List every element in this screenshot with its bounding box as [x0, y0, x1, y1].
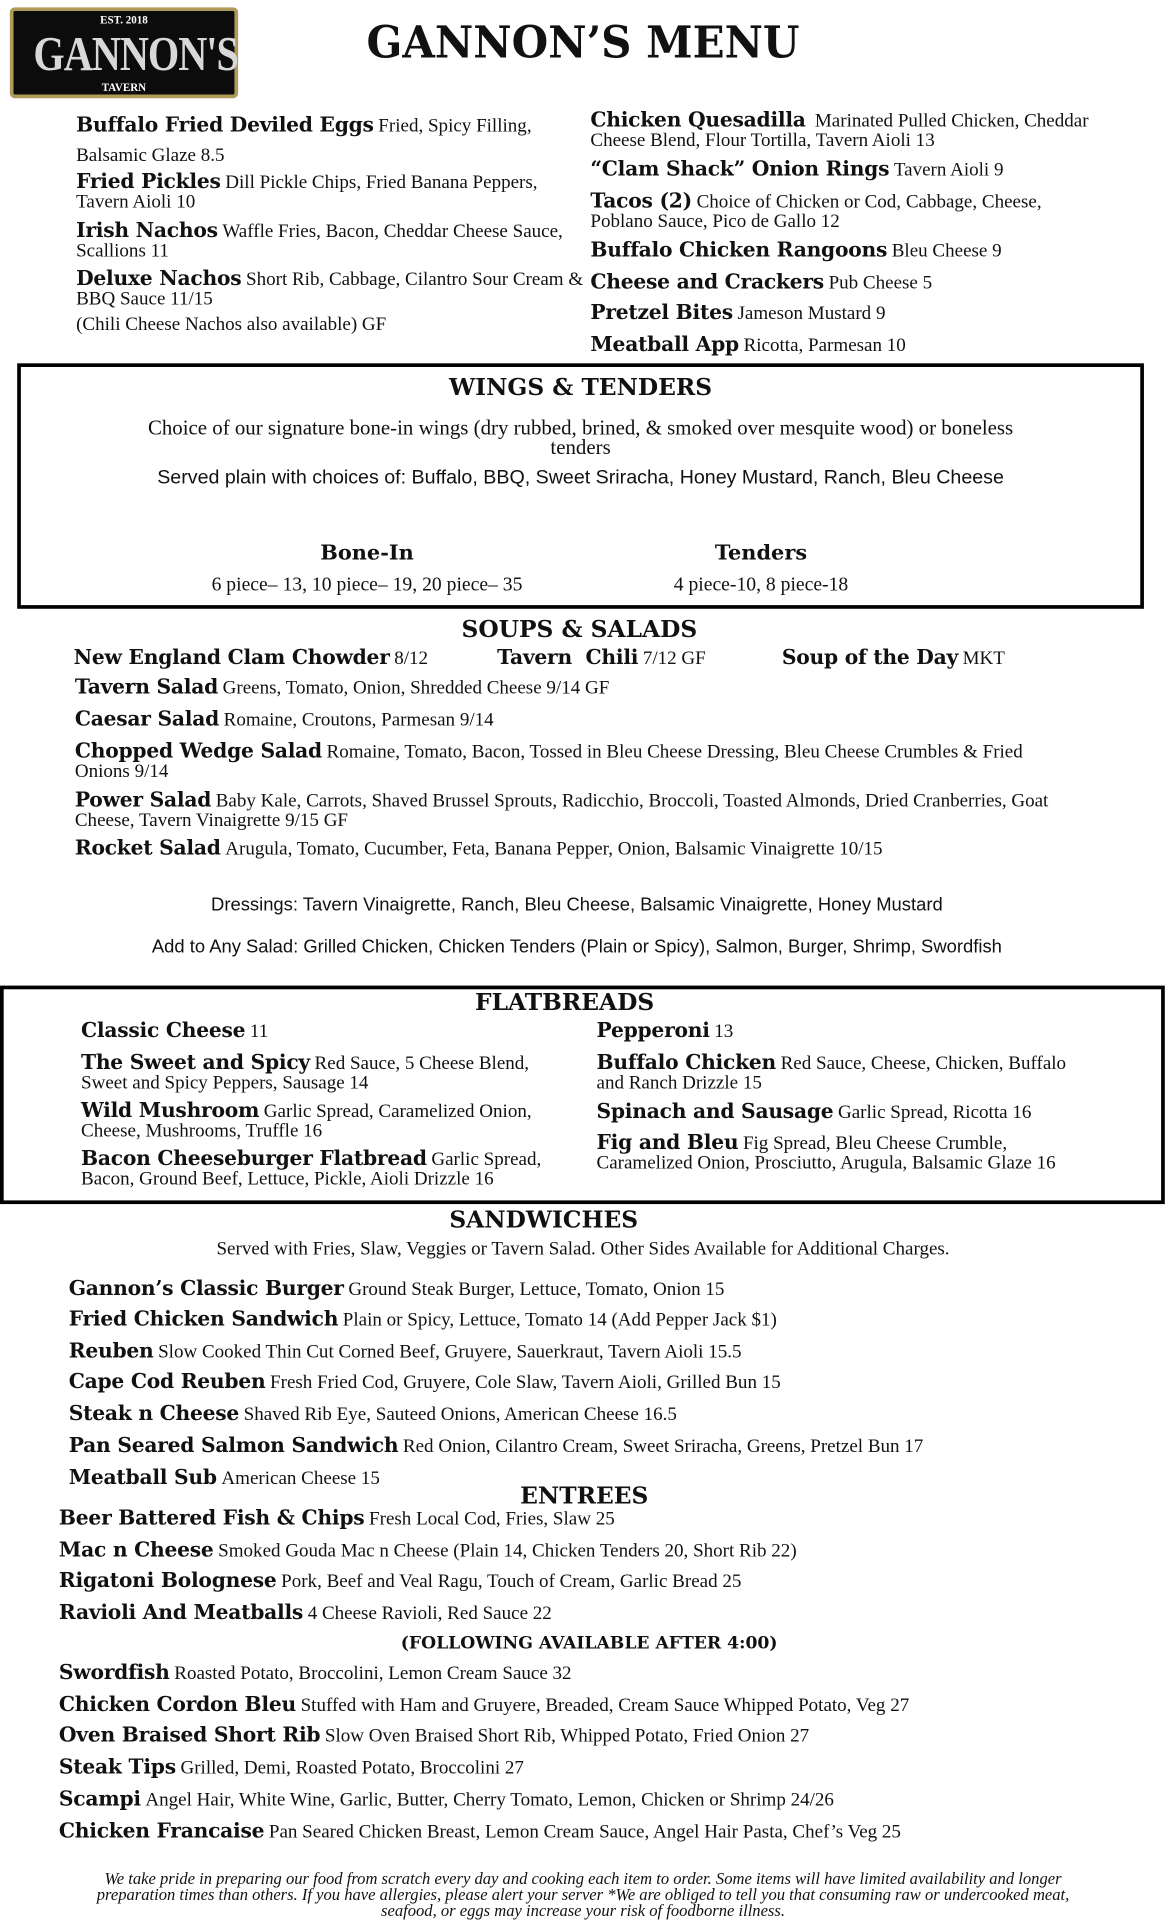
- menu-item: Soup of the Day MKT: [781, 645, 1005, 669]
- menu-item: Cheese and Crackers Pub Cheese 5: [590, 270, 933, 294]
- menu-item: Fried Pickles Dill Pickle Chips, Fried Banana Peppers, Tavern Aioli 10: [76, 169, 538, 213]
- footer-disclaimer: We take pride in preparing our food from scratch every day and cooking each item to order. Some items will have limited availability and longer preparation times than others. If you have allergies, please alert your server *We are obliged to tell you that consuming raw or undercooked meat, seafood, or eggs may increase your risk of foodborne illness.: [96, 1869, 1070, 1920]
- menu-item: Chicken Francaise Pan Seared Chicken Breast, Lemon Cream Sauce, Angel Hair Pasta, Chef’s Veg 25: [58, 1819, 901, 1843]
- tenders-prices: 4 piece-10, 8 piece-18: [673, 574, 849, 596]
- menu-item: Beer Battered Fish & Chips Fresh Local Cod, Fries, Slaw 25: [58, 1506, 615, 1530]
- menu-item: Power Salad Baby Kale, Carrots, Shaved Brussel Sprouts, Radicchio, Broccoli, Toasted Almonds, Dried Cranberries, Goat Cheese, Tavern Vinaigrette 9/15 GF: [74, 787, 1049, 831]
- bone-in-prices: 6 piece– 13, 10 piece– 19, 20 piece– 35: [211, 574, 523, 596]
- menu-item: Classic Cheese 11: [81, 1018, 269, 1043]
- sandwiches-subtitle: Served with Fries, Slaw, Veggies or Tavern Salad. Other Sides Available for Additional Charges.: [216, 1238, 950, 1260]
- menu-item: Cape Cod Reuben Fresh Fried Cod, Gruyere, Cole Slaw, Tavern Aioli, Grilled Bun 15: [68, 1369, 781, 1394]
- menu-item: New England Clam Chowder 8/12: [73, 645, 429, 669]
- menu-item: Scampi Angel Hair, White Wine, Garlic, Butter, Cherry Tomato, Lemon, Chicken or Shrimp 24/26: [58, 1787, 834, 1811]
- menu-item: Fried Chicken Sandwich Plain or Spicy, Lettuce, Tomato 14 (Add Pepper Jack $1): [68, 1307, 777, 1331]
- menu-item: Fig and Bleu Fig Spread, Bleu Cheese Crumble, Caramelized Onion, Prosciutto, Arugula, Balsamic Glaze 16: [596, 1130, 1056, 1174]
- menu-item: Wild Mushroom Garlic Spread, Caramelized Onion, Cheese, Mushrooms, Truffle 16: [81, 1098, 532, 1142]
- menu-item: Irish Nachos Waffle Fries, Bacon, Cheddar Cheese Sauce, Scallions 11: [76, 218, 563, 262]
- menu-item: Steak n Cheese Shaved Rib Eye, Sauteed Onions, American Cheese 16.5: [68, 1401, 677, 1426]
- menu-item: Buffalo Chicken Rangoons Bleu Cheese 9: [590, 238, 1002, 262]
- menu-item: Mac n Cheese Smoked Gouda Mac n Cheese (Plain 14, Chicken Tenders 20, Short Rib 22): [58, 1537, 797, 1562]
- logo-sub: TAVERN: [101, 81, 147, 94]
- menu-item: The Sweet and Spicy Red Sauce, 5 Cheese Blend, Sweet and Spicy Peppers, Sausage 14: [81, 1050, 530, 1094]
- menu-item: Caesar Salad Romaine, Croutons, Parmesan 9/14: [74, 706, 494, 731]
- gannons-tavern-logo: [10, 7, 238, 98]
- menu-item: Buffalo Fried Deviled Eggs Fried, Spicy Filling, Balsamic Glaze 8.5: [76, 112, 532, 166]
- menu-item: Rocket Salad Arugula, Tomato, Cucumber, Feta, Banana Pepper, Onion, Balsamic Vinaigrette 10/15: [74, 835, 883, 860]
- section-title: WINGS & TENDERS: [448, 374, 713, 402]
- menu-item: Ravioli And Meatballs 4 Cheese Ravioli, Red Sauce 22: [58, 1600, 552, 1624]
- salad-add-ons: Add to Any Salad: Grilled Chicken, Chicken Tenders (Plain or Spicy), Salmon, Burger, Shrimp, Swordfish: [151, 936, 1002, 958]
- menu-item: Pepperoni 13: [596, 1018, 734, 1043]
- menu-item: Deluxe Nachos Short Rib, Cabbage, Cilantro Sour Cream & BBQ Sauce 11/15: [76, 266, 584, 310]
- menu-item: Chicken Cordon Bleu Stuffed with Ham and Gruyere, Breaded, Cream Sauce Whipped Potato, Veg 27: [58, 1692, 910, 1716]
- logo-name: GANNON'S: [33, 25, 238, 82]
- menu-item: Oven Braised Short Rib Slow Oven Braised Short Rib, Whipped Potato, Fried Onion 27: [58, 1723, 810, 1747]
- menu-item: Swordfish Roasted Potato, Broccolini, Lemon Cream Sauce 32: [58, 1660, 572, 1684]
- menu-item: “Clam Shack” Onion Rings Tavern Aioli 9: [590, 157, 1004, 181]
- wings-description: Choice of our signature bone-in wings (dry rubbed, brined, & smoked over mesquite wood) or boneless tenders: [147, 416, 1014, 460]
- after-4pm-note: (FOLLOWING AVAILABLE AFTER 4:00): [400, 1633, 778, 1654]
- menu-item: Tacos (2) Choice of Chicken or Cod, Cabbage, Cheese, Poblano Sauce, Pico de Gallo 12: [590, 189, 1042, 232]
- menu-item: Chicken Quesadilla Marinated Pulled Chicken, Cheddar Cheese Blend, Flour Tortilla, Tavern Aioli 13: [590, 108, 1089, 151]
- menu-item: Pan Seared Salmon Sandwich Red Onion, Cilantro Cream, Sweet Sriracha, Greens, Pretzel Bun 17: [68, 1433, 924, 1457]
- menu-item: Spinach and Sausage Garlic Spread, Ricotta 16: [596, 1099, 1032, 1124]
- wings-sauces: Served plain with choices of: Buffalo, BBQ, Sweet Sriracha, Honey Mustard, Ranch, Bleu Cheese: [157, 467, 1004, 489]
- menu-note: (Chili Cheese Nachos also available) GF: [76, 314, 387, 336]
- tenders-label: Tenders: [714, 541, 808, 566]
- menu-item: Gannon’s Classic Burger Ground Steak Burger, Lettuce, Tomato, Onion 15: [68, 1276, 725, 1300]
- section-title: FLATBREADS: [475, 989, 655, 1017]
- section-title: SANDWICHES: [449, 1206, 639, 1234]
- menu-item: Pretzel Bites Jameson Mustard 9: [590, 300, 886, 325]
- menu-item: Meatball Sub American Cheese 15: [68, 1465, 380, 1489]
- menu-item: Tavern Salad Greens, Tomato, Onion, Shredded Cheese 9/14 GF: [74, 675, 610, 699]
- menu-item: Buffalo Chicken Red Sauce, Cheese, Chicken, Buffalo and Ranch Drizzle 15: [596, 1050, 1067, 1094]
- menu-item: Chopped Wedge Salad Romaine, Tomato, Bacon, Tossed in Bleu Cheese Dressing, Bleu Cheese Crumbles & Fried Onions 9/14: [74, 738, 1023, 782]
- menu-item: Bacon Cheeseburger Flatbread Garlic Spread, Bacon, Ground Beef, Lettuce, Pickle, Aioli Drizzle 16: [81, 1146, 542, 1190]
- page-title: GANNON’S MENU: [366, 17, 800, 69]
- menu-item: Tavern Chili 7/12 GF: [497, 645, 706, 669]
- logo-est: EST. 2018: [100, 13, 148, 26]
- menu-item: Steak Tips Grilled, Demi, Roasted Potato, Broccolini 27: [58, 1755, 524, 1779]
- menu-item: Rigatoni Bolognese Pork, Beef and Veal Ragu, Touch of Cream, Garlic Bread 25: [58, 1568, 742, 1592]
- dressings-note: Dressings: Tavern Vinaigrette, Ranch, Bleu Cheese, Balsamic Vinaigrette, Honey Mustard: [211, 894, 943, 916]
- section-title: SOUPS & SALADS: [461, 616, 698, 644]
- menu-item: Meatball App Ricotta, Parmesan 10: [590, 332, 906, 356]
- section-title: ENTREES: [520, 1482, 649, 1510]
- menu-item: Reuben Slow Cooked Thin Cut Corned Beef, Gruyere, Sauerkraut, Tavern Aioli 15.5: [68, 1339, 742, 1363]
- bone-in-label: Bone-In: [320, 541, 414, 566]
